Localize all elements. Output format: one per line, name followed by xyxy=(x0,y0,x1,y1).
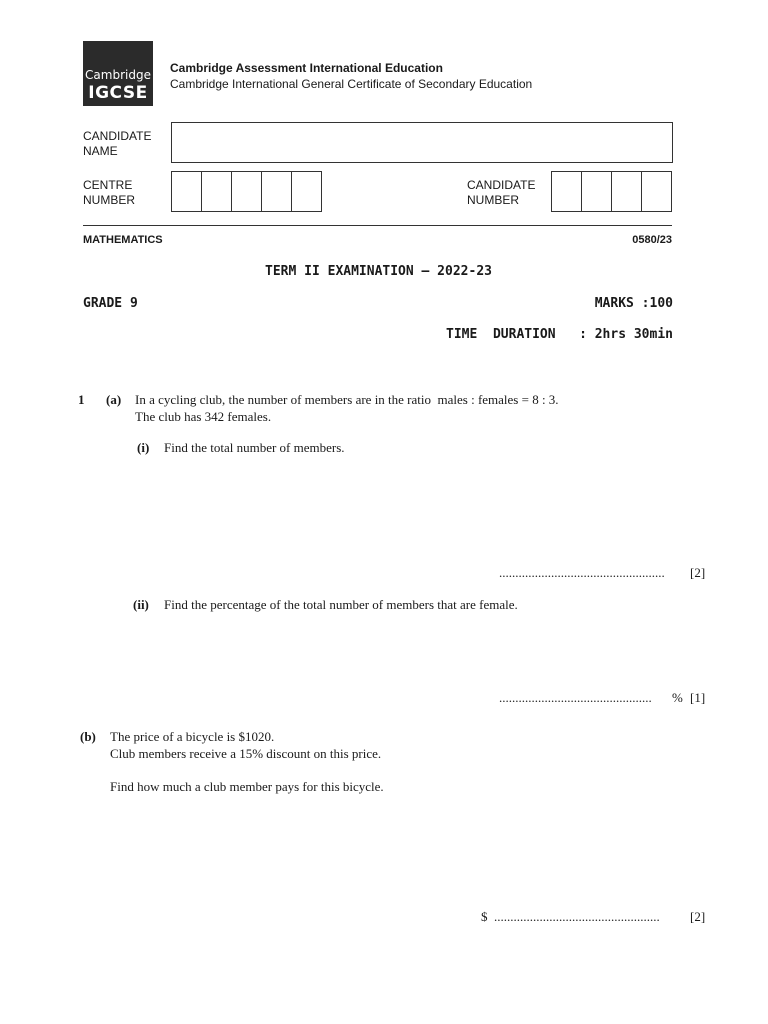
part-i-answer-line[interactable] xyxy=(499,565,665,581)
centre-number-cell[interactable] xyxy=(231,171,262,212)
part-i-text: Find the total number of members. xyxy=(164,440,345,455)
part-ii-text: Find the percentage of the total number of members that are female. xyxy=(164,597,518,612)
dollar-prefix: $ xyxy=(481,909,488,924)
question-number: 1 xyxy=(78,392,85,407)
grade: GRADE 9 xyxy=(83,296,138,311)
answer-dots: ................................................... xyxy=(499,565,665,580)
qualification-name: Cambridge International General Certificate of Secondary Education xyxy=(170,77,533,91)
candidate-number-label: CANDIDATE NUMBER xyxy=(467,178,536,207)
centre-number-cell[interactable] xyxy=(171,171,202,212)
centre-number-cell[interactable] xyxy=(201,171,232,212)
candidate-number-cell[interactable] xyxy=(611,171,642,212)
part-ii-answer-line[interactable] xyxy=(499,690,652,706)
logo-text-top: Cambridge xyxy=(85,68,151,82)
centre-number-cell[interactable] xyxy=(291,171,322,212)
part-i-label: (i) xyxy=(137,440,150,455)
part-b-text-line3: Find how much a club member pays for this bicycle. xyxy=(110,779,384,794)
time-duration: TIME DURATION : 2hrs 30min xyxy=(446,327,673,342)
centre-number-label: CENTRE NUMBER xyxy=(83,178,136,207)
candidate-name-label: CANDIDATE NAME xyxy=(83,129,152,158)
header-divider xyxy=(83,225,672,226)
total-marks: MARKS :100 xyxy=(594,296,673,311)
part-b-marks: [2] xyxy=(690,909,706,924)
part-ii-label: (ii) xyxy=(133,597,149,612)
exam-title: TERM II EXAMINATION – 2022-23 xyxy=(265,264,492,279)
part-b-answer-line[interactable] xyxy=(494,909,660,925)
part-b-label: (b) xyxy=(80,729,96,744)
part-ii-marks: [1] xyxy=(690,690,706,705)
logo-text-bottom: IGCSE xyxy=(88,83,148,103)
candidate-number-cell[interactable] xyxy=(641,171,672,212)
answer-dots: ............................................... xyxy=(499,690,652,705)
part-a-text-line1: In a cycling club, the number of members are in the ratio males : females = 8 : 3. xyxy=(135,392,559,407)
part-a-label: (a) xyxy=(106,392,122,407)
percent-unit: % xyxy=(672,690,683,705)
cambridge-igcse-logo xyxy=(83,41,153,106)
part-b-text-line2: Club members receive a 15% discount on this price. xyxy=(110,746,382,761)
part-b-text-line1: The price of a bicycle is $1020. xyxy=(110,729,275,744)
candidate-name-field[interactable] xyxy=(171,122,673,163)
paper-code: 0580/23 xyxy=(632,234,672,246)
organization-name: Cambridge Assessment International Education xyxy=(170,61,443,75)
centre-number-boxes xyxy=(171,171,321,212)
answer-dots: ................................................... xyxy=(494,909,660,924)
candidate-number-boxes xyxy=(551,171,671,212)
centre-number-cell[interactable] xyxy=(261,171,292,212)
part-i-marks: [2] xyxy=(690,565,706,580)
subject-name: MATHEMATICS xyxy=(83,234,163,246)
candidate-number-cell[interactable] xyxy=(581,171,612,212)
candidate-number-cell[interactable] xyxy=(551,171,582,212)
part-a-text-line2: The club has 342 females. xyxy=(135,409,272,424)
